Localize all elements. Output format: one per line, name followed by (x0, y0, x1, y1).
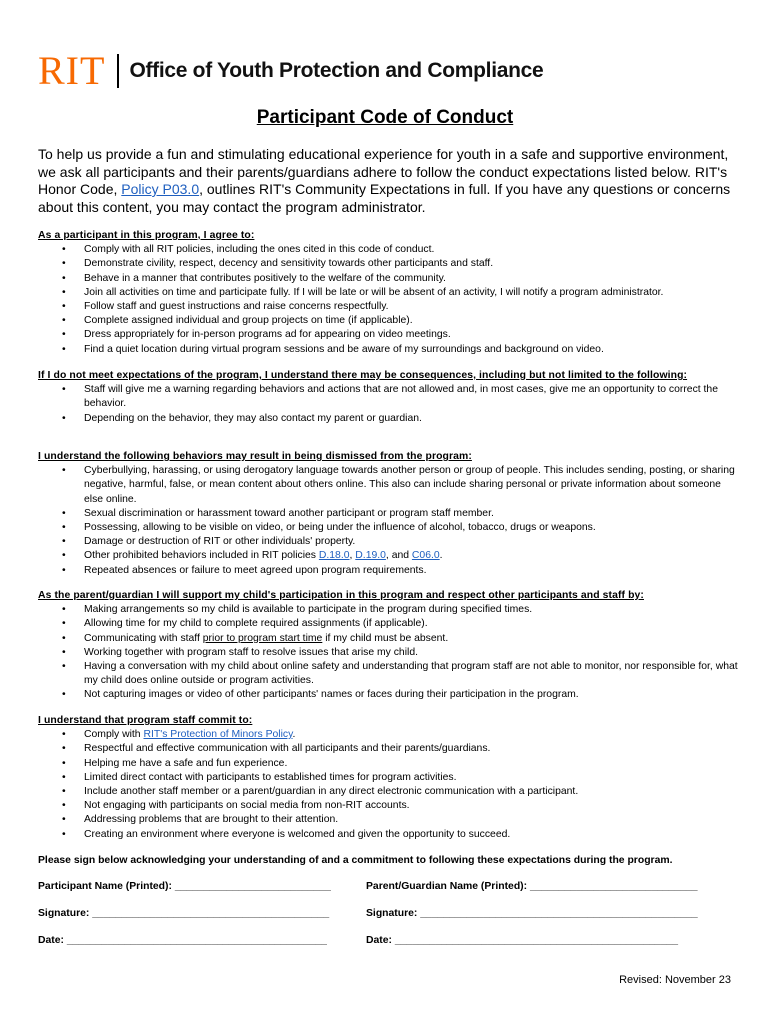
list-item: • Join all activities on time and participate fully. If I will be late or will be absent of an activity, I will notify a program administrator. (84, 286, 738, 300)
policy-d19-link[interactable]: D.19.0 (355, 550, 386, 562)
participant-signature-field[interactable]: Signature: _________________________________________ (38, 908, 330, 919)
list-item: • Comply with RIT's Protection of Minors Policy. (84, 728, 738, 742)
intro-text: To help us provide a fun and stimulating educational experience for youth in a safe and supportive environment, we ask all participants and their parents/guardians adhere to follow the conduct expectations listed below. RIT's Honor Code, (38, 146, 729, 197)
consequences-list (38, 383, 738, 426)
list-item: • Cyberbullying, harassing, or using derogatory language towards another person or group of people. This includes sending, posting, or sharing negative, harmful, false, or mean content about others online. This also can include sharing personal or private information about someone else online. (84, 464, 738, 507)
revision-date: Revised: November 23 (619, 974, 731, 986)
list-item: • Repeated absences or failure to meet agreed upon program requirements. (84, 564, 738, 578)
list-item: • Working together with program staff to resolve issues that arise my child. (84, 646, 738, 660)
date-row (38, 935, 738, 946)
list-item: • Making arrangements so my child is available to participate in the program during specified times. (84, 603, 738, 617)
underlined-text: prior to program start time (202, 632, 323, 644)
section-heading: I understand that program staff commit to: (38, 715, 253, 726)
intro-text-end: , outlines RIT's Community Expectations in full. If you have any questions or concerns about this content, you may contact the program administrator. (38, 181, 731, 215)
name-row (38, 881, 738, 892)
list-item: • Allowing time for my child to complete required assignments (if applicable). (84, 617, 738, 631)
parent-name-field[interactable]: Parent/Guardian Name (Printed): _____________________________ (366, 881, 698, 892)
section-participant-agreement (38, 229, 738, 357)
office-name: Office of Youth Protection and Compliance (129, 59, 544, 82)
intro-paragraph (38, 146, 738, 216)
parent-signature-field[interactable]: Signature: ________________________________________________ (366, 908, 698, 919)
page-title: Participant Code of Conduct (256, 107, 514, 128)
list-item: • Dress appropriately for in-person programs ad for appearing on video meetings. (84, 328, 738, 342)
list-item: • Respectful and effective communication with all participants and their parents/guardians. (84, 742, 738, 756)
list-item: • Communicating with staff prior to program start time if my child must be absent. (84, 632, 738, 646)
header (38, 50, 543, 92)
list-item: • Addressing problems that are brought to their attention. (84, 813, 738, 827)
list-item: • Depending on the behavior, they may also contact my parent or guardian. (84, 412, 738, 426)
section-heading: As a participant in this program, I agree to: (38, 230, 255, 241)
list-item: • Damage or destruction of RIT or other individuals' property. (84, 535, 738, 549)
parent-date-field[interactable]: Date: _________________________________________________ (366, 935, 679, 946)
participant-date-field[interactable]: Date: _____________________________________________ (38, 935, 327, 946)
staff-list (38, 728, 738, 842)
list-item: • Helping me have a safe and fun experience. (84, 757, 738, 771)
section-dismissal (38, 450, 738, 578)
list-item: • Creating an environment where everyone is welcomed and given the opportunity to succeed. (84, 828, 738, 842)
list-item: • Behave in a manner that contributes positively to the welfare of the community. (84, 272, 738, 286)
section-parent-support (38, 589, 738, 703)
list-item: • Sexual discrimination or harassment toward another participant or program staff member. (84, 507, 738, 521)
dismissal-list (38, 464, 738, 578)
list-item: • Staff will give me a warning regarding behaviors and actions that are not allowed and, in most cases, give me an opportunity to correct the behavior. (84, 383, 738, 411)
list-item: • Limited direct contact with participants to established times for program activities. (84, 771, 738, 785)
list-item: • Comply with all RIT policies, including the ones cited in this code of conduct. (84, 243, 738, 257)
minors-policy-link[interactable]: RIT's Protection of Minors Policy (143, 729, 293, 741)
list-item: • Demonstrate civility, respect, decency and sensitivity towards other participants and staff. (84, 257, 738, 271)
section-staff-commitment (38, 714, 738, 842)
participant-name-field[interactable]: Participant Name (Printed): ___________________________ (38, 881, 331, 892)
section-consequences (38, 369, 738, 426)
list-item: • Not engaging with participants on social media from non-RIT accounts. (84, 799, 738, 813)
logo-divider (117, 54, 119, 88)
policy-p03-link[interactable]: Policy P03.0 (121, 181, 200, 197)
signature-row (38, 908, 738, 919)
list-item: • Complete assigned individual and group projects on time (if applicable). (84, 314, 738, 328)
section-heading: I understand the following behaviors may result in being dismissed from the program: (38, 451, 472, 462)
section-heading: As the parent/guardian I will support my child's participation in this program and respect other participants and staff by: (38, 590, 644, 601)
policy-c06-link[interactable]: C06.0 (411, 550, 440, 562)
list-item: • Possessing, allowing to be visible on video, or being under the influence of alcohol, tobacco, drugs or weapons. (84, 521, 738, 535)
list-item: • Find a quiet location during virtual program sessions and be aware of my surroundings and background on video. (84, 343, 738, 357)
list-item-policies: • Other prohibited behaviors included in RIT policies D.18.0, D.19.0, and C06.0. (84, 549, 738, 563)
policy-d18-link[interactable]: D.18.0 (318, 550, 350, 562)
section-heading: If I do not meet expectations of the program, I understand there may be consequences, including but not limited to the following: (38, 370, 688, 381)
acknowledgement-text: Please sign below acknowledging your understanding of and a commitment to following these expectations during the program. (38, 855, 673, 866)
list-item: • Follow staff and guest instructions and raise concerns respectfully. (84, 300, 738, 314)
list-item: • Having a conversation with my child about online safety and understanding that program staff are not able to monitor, nor responsible for, what my child does online outside or program activities. (84, 660, 738, 688)
list-item: • Include another staff member or a parent/guardian in any direct electronic communication with a participant. (84, 785, 738, 799)
agreement-list (38, 243, 738, 357)
rit-logo: RIT (38, 48, 106, 93)
parent-list (38, 603, 738, 702)
list-item: • Not capturing images or video of other participants' names or faces during their participation in the program. (84, 688, 738, 702)
